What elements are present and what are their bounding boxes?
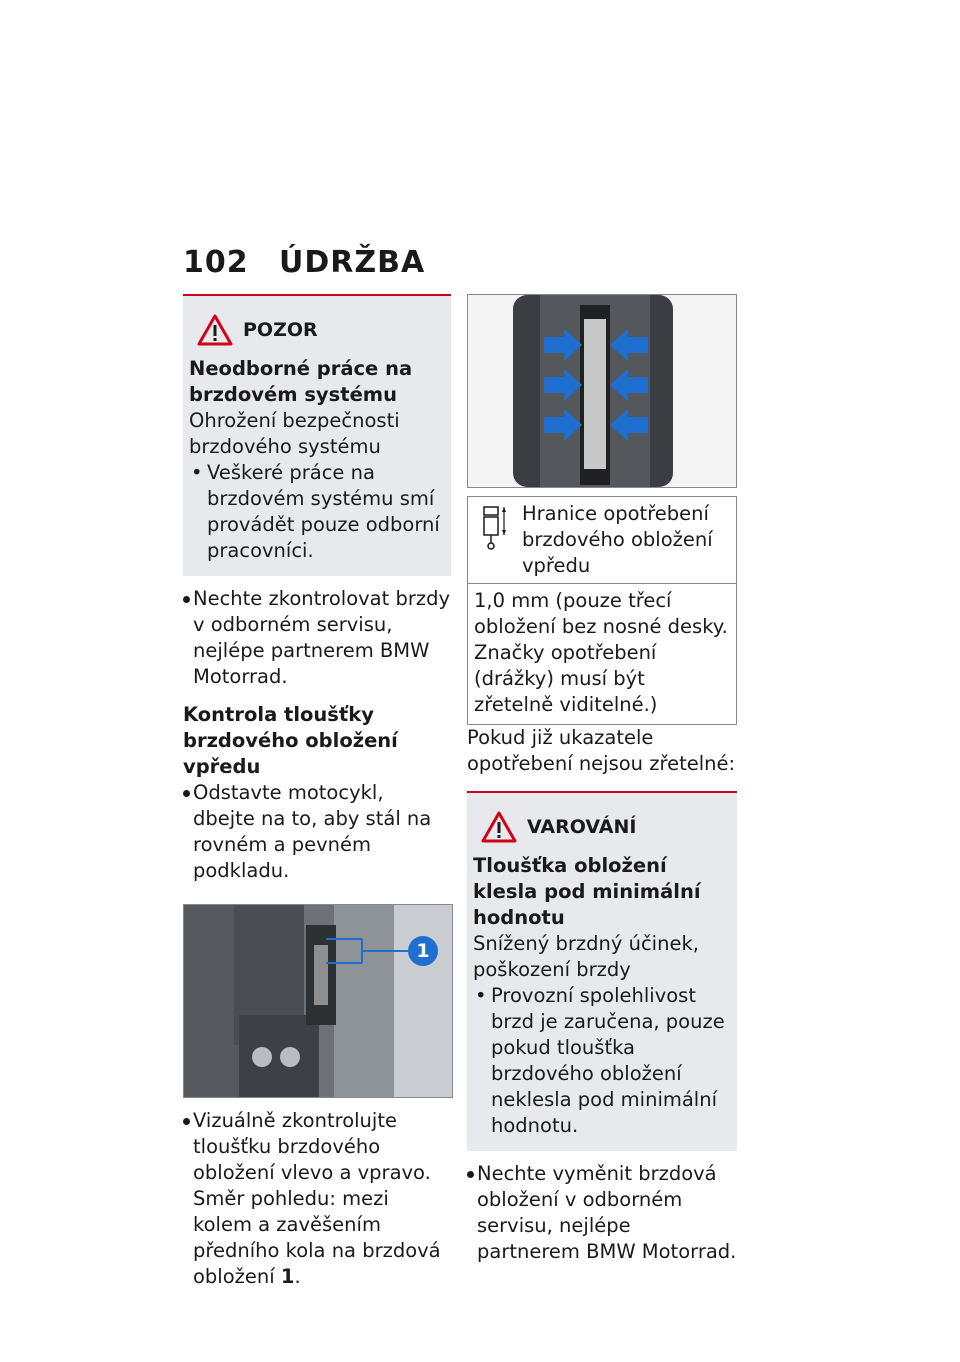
right-column bbox=[467, 294, 737, 1265]
caution-label: POZOR bbox=[243, 319, 318, 341]
caution-header bbox=[197, 314, 443, 346]
figure-callout-1: 1 bbox=[408, 936, 438, 966]
spec-value: 1,0 mm (pouze třecí obložení bez nosné desky. Značky opotřebení (drážky) musí být zřetelně viditelné.) bbox=[474, 589, 728, 716]
brake-caliper-photo bbox=[183, 904, 453, 1098]
warning-header bbox=[481, 811, 729, 843]
step-visual-check bbox=[183, 1108, 451, 1290]
left-column bbox=[183, 294, 451, 1290]
warning-triangle-icon bbox=[197, 314, 233, 346]
warning-risk: Snížený brzdný účinek, poškození brzdy bbox=[473, 932, 699, 981]
warning-triangle-icon bbox=[481, 811, 517, 843]
step-visual-check-end: . bbox=[294, 1265, 301, 1288]
brake-pad-wear-limit-icon bbox=[474, 501, 514, 553]
caution-box bbox=[183, 294, 451, 576]
caution-risk: Ohrožení bezpečnosti brzdového systému bbox=[189, 409, 400, 458]
caution-title: Neodborné práce na brzdovém systému bbox=[189, 357, 413, 406]
brake-pad-wear-photo bbox=[467, 294, 737, 488]
step-visual-check-text: Vizuálně zkontrolujte tloušťku brzdového obložení vlevo a vpravo. Směr pohledu: mezi kolem a zavěšením předního kola na brzdová obložení bbox=[193, 1109, 441, 1288]
warning-label: VAROVÁNÍ bbox=[527, 816, 637, 838]
warning-title: Tloušťka obložení klesla pod minimální hodnotu bbox=[473, 854, 701, 929]
page-number: 102 bbox=[183, 245, 249, 280]
page-header bbox=[183, 245, 425, 280]
caution-item: • Veškeré práce na brzdovém systému smí provádět pouze odborní pracovníci. bbox=[189, 460, 443, 564]
step-check-brakes: Nechte zkontrolovat brzdy v odborném servisu, nejlépe partnerem BMW Motorrad. bbox=[183, 586, 451, 690]
warning-item: • Provozní spolehlivost brzd je zaručena, pouze pokud tloušťka brzdového obložení neklesla pod minimální hodnotu. bbox=[473, 983, 729, 1139]
step-park: Odstavte motocykl, dbejte na to, aby stál na rovném a pevném podkladu. bbox=[183, 780, 451, 884]
spec-label: Hranice opotřebení brzdového obložení vpředu bbox=[522, 502, 713, 577]
step-replace-pads: Nechte vyměnit brzdová obložení v odborném servisu, nejlépe partnerem BMW Motorrad. bbox=[467, 1161, 737, 1265]
condition-text: Pokud již ukazatele opotřebení nejsou zřetelné: bbox=[467, 726, 736, 775]
chapter-title: ÚDRŽBA bbox=[279, 245, 426, 280]
spec-label-row bbox=[468, 497, 736, 584]
section-title: Kontrola tloušťky brzdového obložení vpředu bbox=[183, 703, 398, 778]
figure-ref: 1 bbox=[280, 1265, 295, 1288]
spec-table bbox=[467, 496, 737, 725]
warning-box bbox=[467, 791, 737, 1151]
